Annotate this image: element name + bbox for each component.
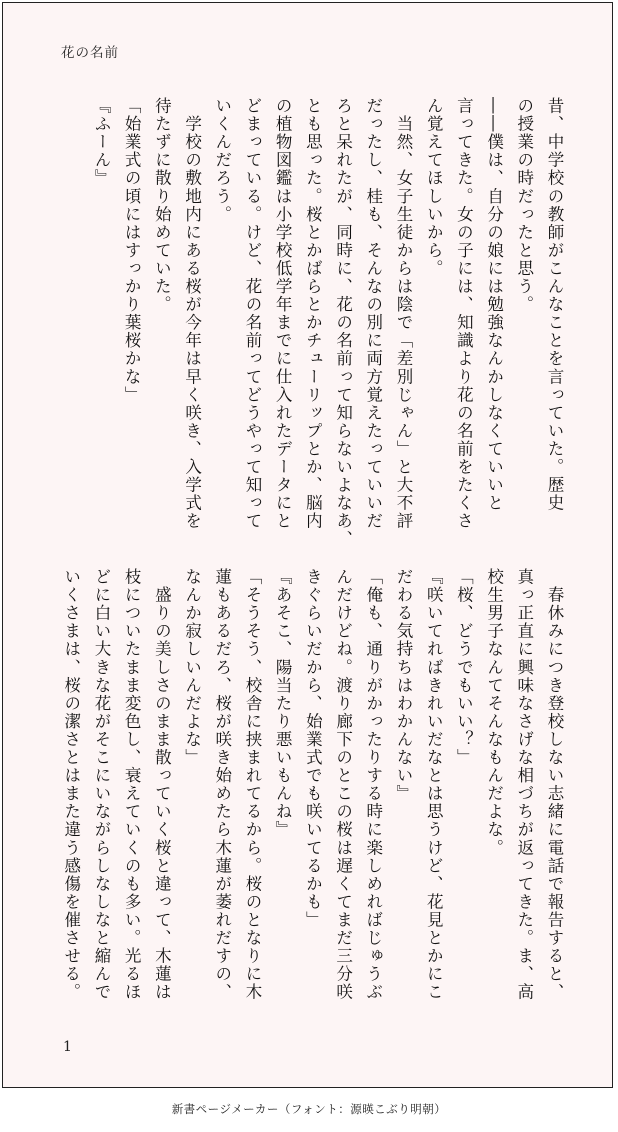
text-line: ――僕は、自分の娘には勉強なんかしなくていいと <box>484 97 504 513</box>
text-line: いくさまは、桜の潔さとはまた違う感傷を催させる。 <box>61 568 81 1002</box>
text-line: 枝についたまま変色し、衰えていくのも多い。光るほ <box>122 568 142 1002</box>
text-line: 真っ正直に興味なさげな相づちが返ってきた。ま、高 <box>514 568 534 1002</box>
text-line: 『あそこ、陽当たり悪いもんね』 <box>273 568 293 839</box>
text-line: 校生男子なんてそんなもんだよな。 <box>484 568 504 857</box>
text-line: 『咲いてればきれいだなとは思うけど、花見とかにこ <box>424 568 444 1002</box>
text-line: どまっている。けど、花の名前ってどうやって知って <box>242 97 262 531</box>
text-line: 学校の敷地内にある桜が今年は早く咲き、入学式を <box>182 97 202 531</box>
text-line: とも思った。桜とかばらとかチューリップとか、脳内 <box>303 97 323 531</box>
text-line: 当然、女子生徒からは陰で「差別じゃん」と大不評 <box>393 97 413 531</box>
text-line: の授業の時だったと思う。 <box>514 97 534 314</box>
text-line: 「始業式の頃にはすっかり葉桜かな」 <box>122 97 142 404</box>
text-line: なんか寂しいんだよな」 <box>182 568 202 767</box>
text-line: 「そうそう、校舎に挟まれてるから。桜のとなりに木 <box>242 568 262 1002</box>
page-number: 1 <box>63 1039 72 1055</box>
text-line: だわる気持ちはわかんない』 <box>393 568 413 803</box>
text-line: 「桜、どうでもいい？」 <box>454 568 474 767</box>
page-title: 花の名前 <box>61 45 119 61</box>
text-line: 蓮もあるだろ、桜が咲き始めたら木蓮が萎れだすの、 <box>212 568 232 1002</box>
text-line: どに白い大きな花がそこにいながらしなしなと縮んで <box>91 568 111 1002</box>
text-line: いくんだろう。 <box>212 97 232 224</box>
text-line: 言ってきた。女の子には、知識より花の名前をたくさ <box>454 97 474 531</box>
text-line: だったし、桂も、そんなの別に両方覚えたっていいだ <box>363 97 383 531</box>
text-line: 「俺も、通りがかったりする時に楽しめればじゅうぶ <box>363 568 383 1002</box>
text-line: 『ふーん』 <box>91 97 111 188</box>
text-line: 昔、中学校の教師がこんなことを言っていた。歴史 <box>545 97 564 513</box>
upper-text-block <box>86 97 569 549</box>
text-line: きぐらいだから、始業式でも咲いてるかも」 <box>303 568 323 929</box>
text-line: ろと呆れたが、同時に、花の名前って知らないよなあ、 <box>333 97 353 549</box>
text-line: ん覚えてほしいから。 <box>424 97 444 278</box>
book-page <box>2 2 613 1088</box>
text-line: 春休みにつき登校しない志緒に電話で報告すると、 <box>545 568 564 1002</box>
text-line: 盛りの美しさのまま散っていく桜と違って、木蓮は <box>152 568 172 1002</box>
footer-credit: 新書ページメーカー（フォント：源暎こぶり明朝） <box>171 1102 447 1116</box>
text-line: の植物図鑑は小学校低学年までに仕入れたデータにと <box>273 97 293 531</box>
text-line: んだけどね。渡り廊下のとこの桜は遅くてまだ三分咲 <box>333 568 353 1002</box>
text-line: 待たずに散り始めていた。 <box>152 97 172 314</box>
lower-text-block <box>56 568 569 1020</box>
